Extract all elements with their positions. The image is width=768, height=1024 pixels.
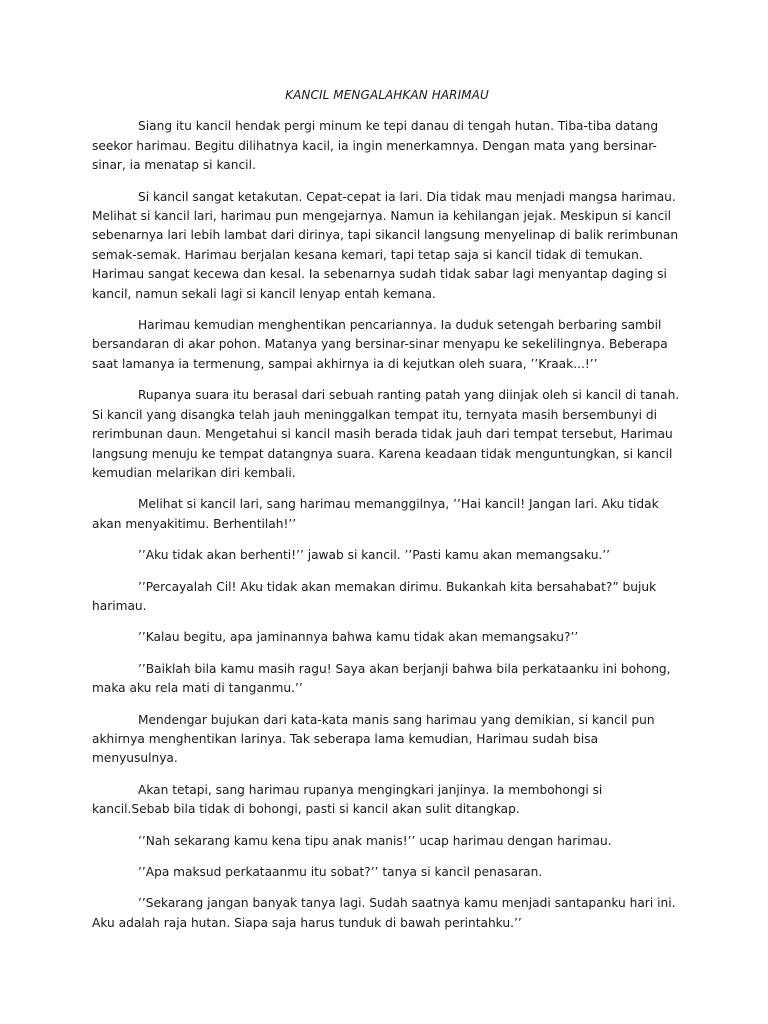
paragraph: ’’Nah sekarang kamu kena tipu anak manis!’’ ucap harimau dengan harimau. (138, 833, 612, 848)
paragraph: Si kancil sangat ketakutan. Cepat-cepat ia lari. Dia tidak mau menjadi mangsa harimau. Melihat si kancil lari, harimau pun mengejarnya. Namun ia kehilangan jejak. Meskipun si kancil sebenarnya lari lebih lambat dari dirinya, tapi sikancil langsung menyelinap di balik rerimbunan semak-semak. Harimau berjalan kesana kemari, tapi tetap saja si kancil tidak di temukan. Harimau sangat kecewa dan kesal. Ia sebenarnya sudah tidak sabar lagi menyantap daging si kancil, namun sekali lagi si kancil lenyap entah kemana. (92, 189, 679, 301)
paragraph: ’’Baiklah bila kamu masih ragu! Saya akan berjanji bahwa bila perkataanku ini bohong, maka aku rela mati di tanganmu.’’ (92, 661, 671, 696)
document-title: KANCIL MENGALAHKAN HARIMAU (285, 88, 489, 102)
paragraph: ’’Aku tidak akan berhenti!’’ jawab si kancil. ’’Pasti kamu akan memangsaku.’’ (138, 548, 611, 563)
paragraph: Melihat si kancil lari, sang harimau memanggilnya, ’’Hai kancil! Jangan lari. Aku tidak akan menyakitimu. Berhentilah!’’ (92, 497, 659, 531)
paragraph: Mendengar bujukan dari kata-kata manis sang harimau yang demikian, si kancil pun akhirnya menghentikan larinya. Tak seberapa lama kemudian, Harimau sudah bisa menyusulnya. (92, 712, 655, 766)
paragraph: Harimau kemudian menghentikan pencariannya. Ia duduk setengah berbaring sambil bersandaran di akar pohon. Matanya yang bersinar-sinar menyapu ke sekelilingnya. Beberapa saat lamanya ia termenung, sampai akhirnya ia di kejutkan oleh suara, ’’Kraak...!’’ (92, 318, 668, 371)
paragraph: ’’Sekarang jangan banyak tanya lagi. Sudah saatnya kamu menjadi santapanku hari ini. Aku adalah raja hutan. Siapa saja harus tunduk di bawah perintahku.’’ (92, 896, 676, 930)
document-page (92, 86, 682, 945)
paragraph: ’’Percayalah Cil! Aku tidak akan memakan dirimu. Bukankah kita bersahabat?” bujuk harimau. (92, 579, 657, 613)
paragraph: Rupanya suara itu berasal dari sebuah ranting patah yang diinjak oleh si kancil di tanah. Si kancil yang disangka telah jauh meninggalkan tempat itu, ternyata masih bersembunyi di rerimbunan daun. Mengetahui si kancil masih berada tidak jauh dari tempat tersebut, Harimau langsung menuju ke tempat datangnya suara. Karena keadaan tidak menguntungkan, si kancil kemudian melarikan diri kembali. (92, 388, 680, 480)
paragraph: ’’Apa maksud perkataanmu itu sobat?’’ tanya si kancil penasaran. (138, 865, 543, 879)
paragraph: ’’Kalau begitu, apa jaminannya bahwa kamu tidak akan memangsaku?’’ (138, 630, 579, 645)
paragraph: Akan tetapi, sang harimau rupanya mengingkari janjinya. Ia membohongi si kancil.Sebab bila tidak di bohongi, pasti si kancil akan sulit ditangkap. (92, 782, 603, 817)
paragraph: Siang itu kancil hendak pergi minum ke tepi danau di tengah hutan. Tiba-tiba datang seekor harimau. Begitu dilihatnya kacil, ia ingin menerkamnya. Dengan mata yang bersinar-sinar, ia menatap si kancil. (92, 119, 659, 173)
